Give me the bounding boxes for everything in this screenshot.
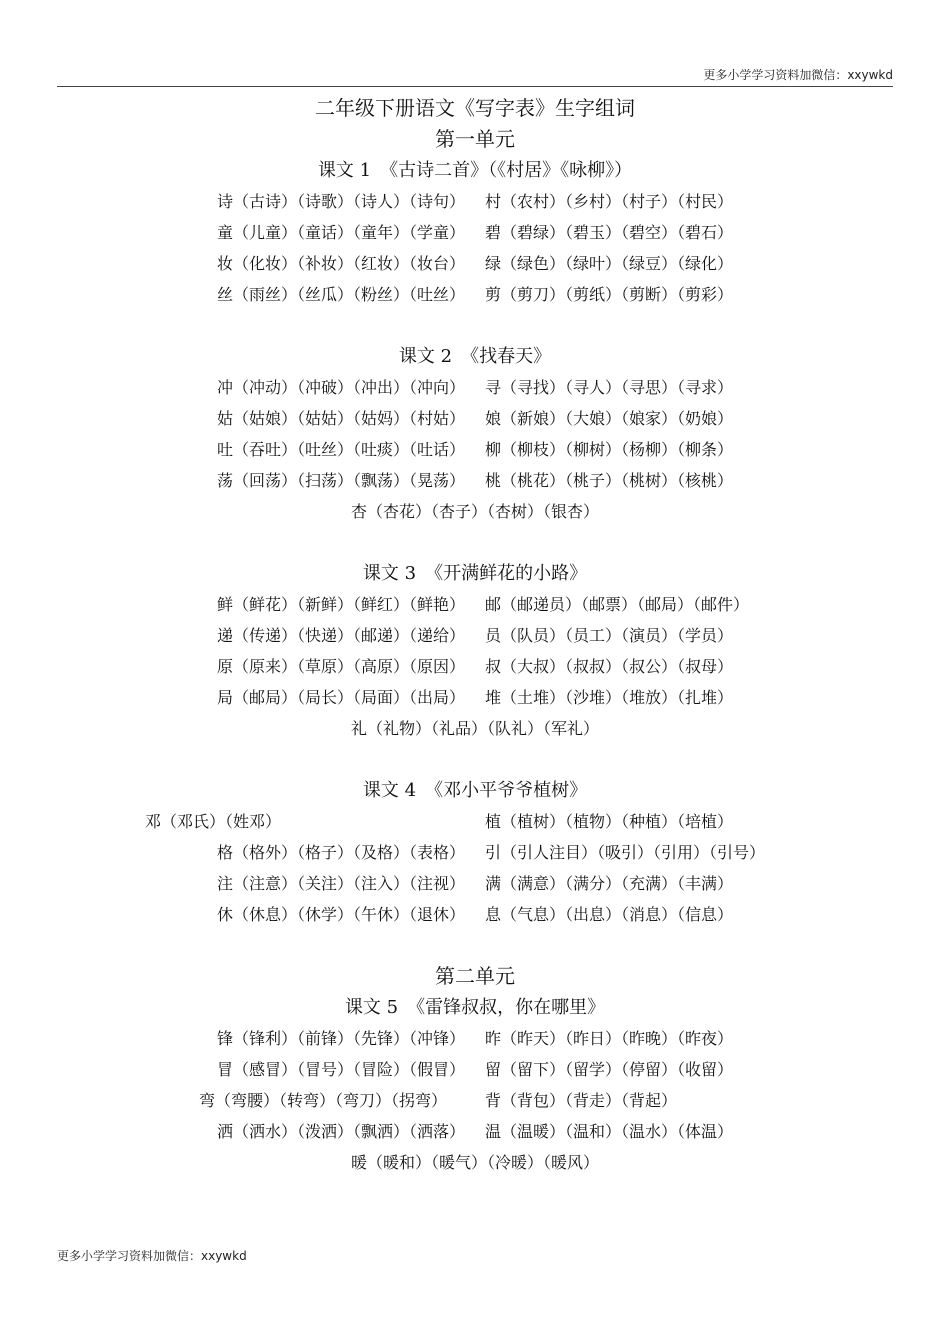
- word-row: [0, 868, 950, 899]
- word-row: [0, 589, 950, 620]
- word-row: [0, 217, 950, 248]
- word-row: [0, 682, 950, 713]
- word-row: [0, 806, 950, 837]
- word-row: [0, 1054, 950, 1085]
- document-title: 二年级下册语文《写字表》生字组词: [315, 96, 635, 120]
- word-row: [0, 1147, 950, 1178]
- word-group: 锋（锋利）（前锋）（先锋）（冲锋）: [216, 1029, 465, 1048]
- word-group: 丝（雨丝）（丝瓜）（粉丝）（吐丝）: [216, 285, 465, 304]
- word-row: [0, 372, 950, 403]
- word-row: [0, 496, 950, 527]
- word-group: 碧（碧绿）（碧玉）（碧空）（碧石）: [485, 223, 734, 242]
- word-row: [0, 1116, 950, 1147]
- lesson-title-1: 课文 1 《古诗二首》（《村居》《咏柳》）: [317, 160, 633, 181]
- word-group: 村（农村）（乡村）（村子）（村民）: [485, 192, 734, 211]
- word-row: [0, 713, 950, 744]
- word-row: [0, 620, 950, 651]
- word-row: [0, 465, 950, 496]
- lesson-1-words: [0, 186, 950, 310]
- word-group: 息（气息）（出息）（消息）（信息）: [485, 905, 734, 924]
- word-row: [0, 1085, 950, 1116]
- word-group: 递（传递）（快递）（邮递）（递给）: [216, 626, 465, 645]
- word-row: [0, 403, 950, 434]
- footer-note: 更多小学学习资料加微信：xxywkd: [57, 1249, 247, 1263]
- word-group: 局（邮局）（局长）（局面）（出局）: [216, 688, 465, 707]
- word-row: [0, 248, 950, 279]
- word-row: [0, 186, 950, 217]
- word-row: [0, 1023, 950, 1054]
- word-group: 暖（暖和）（暖气）（冷暖）（暖风）: [350, 1153, 599, 1172]
- word-group: 休（休息）（休学）（午休）（退休）: [216, 905, 465, 924]
- word-group: 植（植树）（植物）（种植）（培植）: [485, 812, 734, 831]
- lesson-4-words: [0, 806, 950, 930]
- header-note: 更多小学学习资料加微信：xxywkd: [703, 68, 893, 82]
- word-group: 叔（大叔）（叔叔）（叔公）（叔母）: [485, 657, 734, 676]
- word-group: 剪（剪刀）（剪纸）（剪断）（剪彩）: [485, 285, 734, 304]
- word-group: 寻（寻找）（寻人）（寻思）（寻求）: [485, 378, 734, 397]
- unit-title-1: 第一单元: [435, 127, 515, 151]
- word-group: 昨（昨天）（昨日）（昨晚）（昨夜）: [485, 1029, 734, 1048]
- word-group: 礼（礼物）（礼品）（队礼）（军礼）: [350, 719, 599, 738]
- word-group: 童（儿童）（童话）（童年）（学童）: [216, 223, 465, 242]
- word-group: 满（满意）（满分）（充满）（丰满）: [485, 874, 734, 893]
- lesson-title-3: 课文 3 《开满鲜花的小路》: [362, 563, 588, 584]
- word-row: [0, 434, 950, 465]
- word-group: 绿（绿色）（绿叶）（绿豆）（绿化）: [485, 254, 734, 273]
- word-group: 姑（姑娘）（姑姑）（姑妈）（村姑）: [216, 409, 465, 428]
- lesson-3-words: [0, 589, 950, 744]
- word-group: 荡（回荡）（扫荡）（飘荡）（晃荡）: [216, 471, 465, 490]
- word-group: 温（温暖）（温和）（温水）（体温）: [485, 1122, 734, 1141]
- word-group: 引（引人注目）（吸引）（引用）（引号）: [485, 843, 766, 862]
- word-group: 桃（桃花）（桃子）（桃树）（核桃）: [485, 471, 734, 490]
- word-group: 注（注意）（关注）（注入）（注视）: [216, 874, 465, 893]
- word-group: 冒（感冒）（冒号）（冒险）（假冒）: [216, 1060, 465, 1079]
- lesson-title-4: 课文 4 《邓小平爷爷植树》: [362, 780, 588, 801]
- word-row: [0, 279, 950, 310]
- word-group: 诗（古诗）（诗歌）（诗人）（诗句）: [216, 192, 465, 211]
- word-group: 原（原来）（草原）（高原）（原因）: [216, 657, 465, 676]
- word-group: 吐（吞吐）（吐丝）（吐痰）（吐话）: [216, 440, 465, 459]
- word-row: [0, 899, 950, 930]
- header-divider: [57, 86, 893, 87]
- word-group: 柳（柳枝）（柳树）（杨柳）（柳条）: [485, 440, 734, 459]
- word-group: 留（留下）（留学）（停留）（收留）: [485, 1060, 734, 1079]
- word-group: 员（队员）（员工）（演员）（学员）: [485, 626, 734, 645]
- word-group: 杏（杏花）（杏子）（杏树）（银杏）: [350, 502, 599, 521]
- word-group: 弯（弯腰）（转弯）（弯刀）（拐弯）: [198, 1091, 447, 1110]
- word-group: 洒（洒水）（泼洒）（飘洒）（洒落）: [216, 1122, 465, 1141]
- word-group: 娘（新娘）（大娘）（娘家）（奶娘）: [485, 409, 734, 428]
- word-group: 背（背包）（背走）（背起）: [485, 1091, 678, 1110]
- word-row: [0, 651, 950, 682]
- word-group: 格（格外）（格子）（及格）（表格）: [216, 843, 465, 862]
- word-group: 堆（土堆）（沙堆）（堆放）（扎堆）: [485, 688, 734, 707]
- word-row: [0, 837, 950, 868]
- word-group: 邮（邮递员）（邮票）（邮局）（邮件）: [485, 595, 750, 614]
- lesson-2-words: [0, 372, 950, 527]
- word-group: 鲜（鲜花）（新鲜）（鲜红）（鲜艳）: [216, 595, 465, 614]
- word-group: 冲（冲动）（冲破）（冲出）（冲向）: [216, 378, 465, 397]
- lesson-title-5: 课文 5 《雷锋叔叔，你在哪里》: [344, 997, 606, 1018]
- lesson-5-words: [0, 1023, 950, 1178]
- word-group: 妆（化妆）（补妆）（红妆）（妆台）: [216, 254, 465, 273]
- unit-title-2: 第二单元: [435, 964, 515, 988]
- word-group: 邓（邓氏）（姓邓）: [145, 812, 282, 831]
- document-body: [0, 93, 950, 1178]
- lesson-title-2: 课文 2 《找春天》: [398, 346, 552, 367]
